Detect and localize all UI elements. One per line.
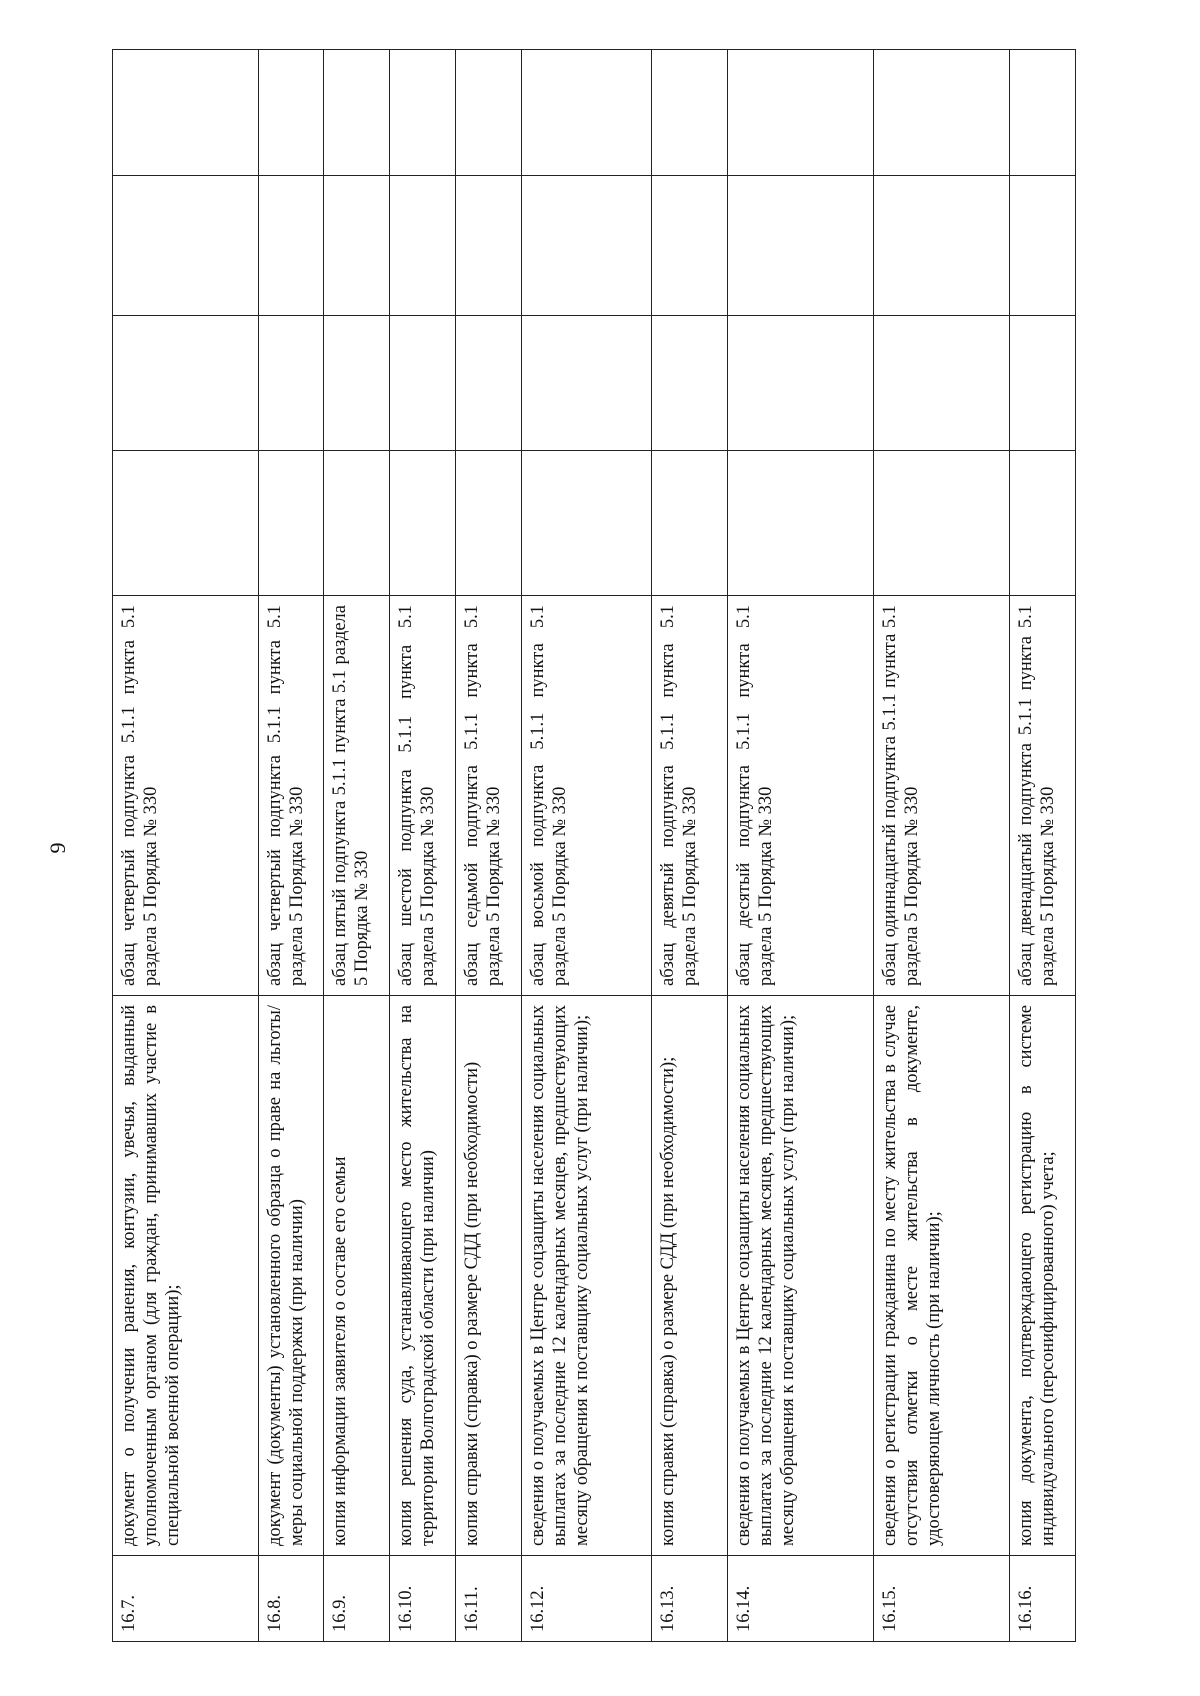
row-number: 16.16. (1010, 1556, 1076, 1642)
empty-cell (728, 50, 874, 176)
empty-cell (652, 50, 728, 176)
row-number: 16.10. (390, 1556, 456, 1642)
empty-cell (522, 451, 652, 596)
row-number: 16.12. (522, 1556, 652, 1642)
document-description: сведения о получаемых в Центре соцзащиты населения социальных выплатах за последние 12 календарных месяцев, предшествующих месяцу обращения к поставщику социальных услуг (при наличии); (522, 996, 652, 1556)
empty-cell (390, 316, 456, 451)
row-number: 16.8. (259, 1556, 324, 1642)
table-row (113, 50, 259, 1642)
empty-cell (1010, 50, 1076, 176)
table-row (728, 50, 874, 1642)
row-number: 16.9. (324, 1556, 390, 1642)
empty-cell (652, 451, 728, 596)
empty-cell (259, 316, 324, 451)
empty-cell (324, 176, 390, 316)
empty-cell (1010, 451, 1076, 596)
document-description: документ (документы) установленного образца о праве на льготы/меры социальной поддержки (при наличии) (259, 996, 324, 1556)
empty-cell (259, 176, 324, 316)
document-description: сведения о регистрации гражданина по месту жительства в случае отсутствия отметки о месте жительства в документе, удостоверяющем личность (при наличии); (874, 996, 1010, 1556)
page-number: 9 (45, 842, 70, 854)
documents-table (112, 49, 1076, 1642)
empty-cell (874, 176, 1010, 316)
table-row (456, 50, 522, 1642)
row-number: 16.15. (874, 1556, 1010, 1642)
empty-cell (113, 176, 259, 316)
legal-basis: абзац восьмой подпункта 5.1.1 пункта 5.1 раздела 5 Порядка № 330 (522, 596, 652, 996)
document-description: документ о получении ранения, контузии, увечья, выданный уполномоченным органом (для граждан, принимавших участие в специальной военной операции); (113, 996, 259, 1556)
table-row (259, 50, 324, 1642)
legal-basis: абзац четвертый подпункта 5.1.1 пункта 5.1 раздела 5 Порядка № 330 (113, 596, 259, 996)
legal-basis: абзац десятый подпункта 5.1.1 пункта 5.1 раздела 5 Порядка № 330 (728, 596, 874, 996)
empty-cell (390, 176, 456, 316)
document-description: копия справки (справка) о размере СДД (при необходимости) (456, 996, 522, 1556)
empty-cell (390, 50, 456, 176)
table-row (652, 50, 728, 1642)
legal-basis: абзац седьмой подпункта 5.1.1 пункта 5.1 раздела 5 Порядка № 330 (456, 596, 522, 996)
empty-cell (456, 316, 522, 451)
legal-basis: абзац четвертый подпункта 5.1.1 пункта 5.1 раздела 5 Порядка № 330 (259, 596, 324, 996)
document-description: сведения о получаемых в Центре соцзащиты населения социальных выплатах за последние 12 календарных месяцев, предшествующих месяцу обращения к поставщику социальных услуг (при наличии); (728, 996, 874, 1556)
empty-cell (522, 176, 652, 316)
empty-cell (113, 451, 259, 596)
empty-cell (113, 50, 259, 176)
empty-cell (1010, 316, 1076, 451)
empty-cell (456, 50, 522, 176)
table-row (390, 50, 456, 1642)
empty-cell (652, 176, 728, 316)
table-row (1010, 50, 1076, 1642)
empty-cell (390, 451, 456, 596)
rotated-table-wrapper (112, 50, 1075, 1642)
empty-cell (324, 316, 390, 451)
document-description: копия решения суда, устанавливающего место жительства на территории Волгоградской области (при наличии) (390, 996, 456, 1556)
table-row (324, 50, 390, 1642)
empty-cell (874, 50, 1010, 176)
empty-cell (522, 50, 652, 176)
empty-cell (324, 50, 390, 176)
row-number: 16.14. (728, 1556, 874, 1642)
row-number: 16.13. (652, 1556, 728, 1642)
empty-cell (113, 316, 259, 451)
empty-cell (259, 451, 324, 596)
empty-cell (728, 176, 874, 316)
empty-cell (1010, 176, 1076, 316)
row-number: 16.7. (113, 1556, 259, 1642)
empty-cell (456, 176, 522, 316)
empty-cell (728, 451, 874, 596)
table-row (522, 50, 652, 1642)
document-description: копия документа, подтверждающего регистрацию в системе индивидуального (персонифицированного) учета; (1010, 996, 1076, 1556)
empty-cell (456, 451, 522, 596)
empty-cell (324, 451, 390, 596)
legal-basis: абзац шестой подпункта 5.1.1 пункта 5.1 раздела 5 Порядка № 330 (390, 596, 456, 996)
document-description: копия информации заявителя о составе его семьи (324, 996, 390, 1556)
legal-basis: абзац одиннадцатый подпункта 5.1.1 пункта 5.1 раздела 5 Порядка № 330 (874, 596, 1010, 996)
empty-cell (874, 316, 1010, 451)
empty-cell (652, 316, 728, 451)
empty-cell (728, 316, 874, 451)
document-description: копия справки (справка) о размере СДД (при необходимости); (652, 996, 728, 1556)
row-number: 16.11. (456, 1556, 522, 1642)
legal-basis: абзац девятый подпункта 5.1.1 пункта 5.1 раздела 5 Порядка № 330 (652, 596, 728, 996)
legal-basis: абзац двенадцатый подпункта 5.1.1 пункта 5.1 раздела 5 Порядка № 330 (1010, 596, 1076, 996)
empty-cell (522, 316, 652, 451)
empty-cell (259, 50, 324, 176)
table-row (874, 50, 1010, 1642)
legal-basis: абзац пятый подпункта 5.1.1 пункта 5.1 раздела 5 Порядка № 330 (324, 596, 390, 996)
empty-cell (874, 451, 1010, 596)
